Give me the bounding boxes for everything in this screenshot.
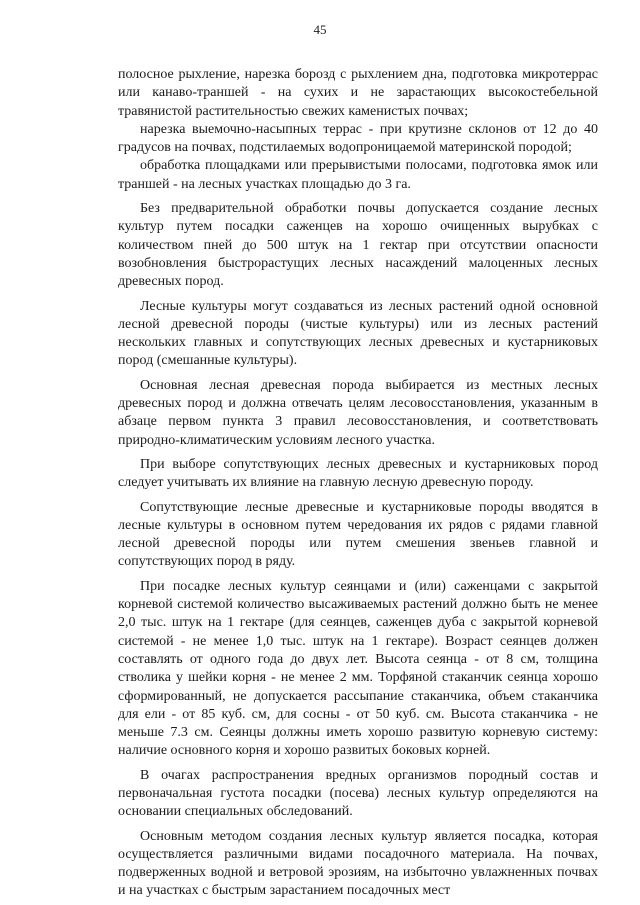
paragraph: обработка площадками или прерывистыми полосами, подготовка ямок или траншей - на лесных участках площадью до 3 га. bbox=[118, 158, 598, 192]
paragraph: нарезка выемочно-насыпных террас - при крутизне склонов от 12 до 40 градусов на почвах, подстилаемых водопроницаемой материнской породой; bbox=[118, 121, 598, 156]
paragraph: В очагах распространения вредных организмов породный состав и первоначальная густота посадки (посева) лесных культур определяются на основании специальных обследований. bbox=[118, 767, 598, 820]
paragraph: Без предварительной обработки почвы допускается создание лесных культур путем посадки саженцев на хорошо очищенных вырубках с количеством пней до 500 штук на 1 гектар при отсутствии опасности возобновления быстрорастущих лесных насаждений малоценных лесных древесных пород. bbox=[118, 201, 598, 290]
paragraph: Основная лесная древесная порода выбирается из местных лесных древесных пород и должна отвечать целям лесовосстановления, указанным в абзаце первом пункта 3 правил лесовосстановления, и соответствовать природно-климатическим условиям лесного участка. bbox=[118, 377, 598, 448]
paragraph: При посадке лесных культур сеянцами и (или) саженцами с закрытой корневой системой количество высаживаемых растений должно быть не менее 2,0 тыс. штук на 1 гектаре (для сеянцев, саженцев дуба с закрытой корневой системой - не менее 1,0 тыс. штук на 1 гектаре). Возраст сеянцев должен составлять от одного года до двух лет. Высота сеянца - от 8 см, толщина стволика у шейки корня - не менее 2 мм. Торфяной стаканчик сеянца хорошо сформированный, не допускается рассыпание стаканчика, объем стаканчика для ели - от 85 куб. см, для сосны - от 50 куб. см. Высота стаканчика - не меньше 7.3 см. Сеянцы должны иметь хорошо развитую корневую систему: наличие основного корня и хорошо развитых боковых корней. bbox=[118, 578, 598, 759]
page-number: 45 bbox=[313, 22, 327, 37]
paragraph: Основным методом создания лесных культур является посадка, которая осуществляется различными видами посадочного материала. На почвах, подверженных водной и ветровой эрозиям, на избыточно увлажненных почвах и на участках с быстрым зарастанием посадочных мест bbox=[118, 828, 598, 899]
paragraph: полосное рыхление, нарезка борозд с рыхлением дна, подготовка микротеррас или канаво-траншей - на сухих и не зарастающих высокостебельной травянистой растительностью свежих каменистых почвах; bbox=[118, 67, 598, 119]
paragraph: Сопутствующие лесные древесные и кустарниковые породы вводятся в лесные культуры в основном путем чередования их рядов с рядами главной лесной древесной породы или путем смешения звеньев главной и сопутствующих пород в ряду. bbox=[118, 499, 598, 570]
paragraph: Лесные культуры могут создаваться из лесных растений одной основной лесной древесной породы (чистые культуры) или из лесных растений нескольких главных и сопутствующих лесных древесных и кустарниковых пород (смешанные культуры). bbox=[118, 298, 598, 369]
paragraph: При выборе сопутствующих лесных древесных и кустарниковых пород следует учитывать их влияние на главную лесную древесную породу. bbox=[118, 456, 598, 491]
body-text bbox=[118, 66, 598, 901]
